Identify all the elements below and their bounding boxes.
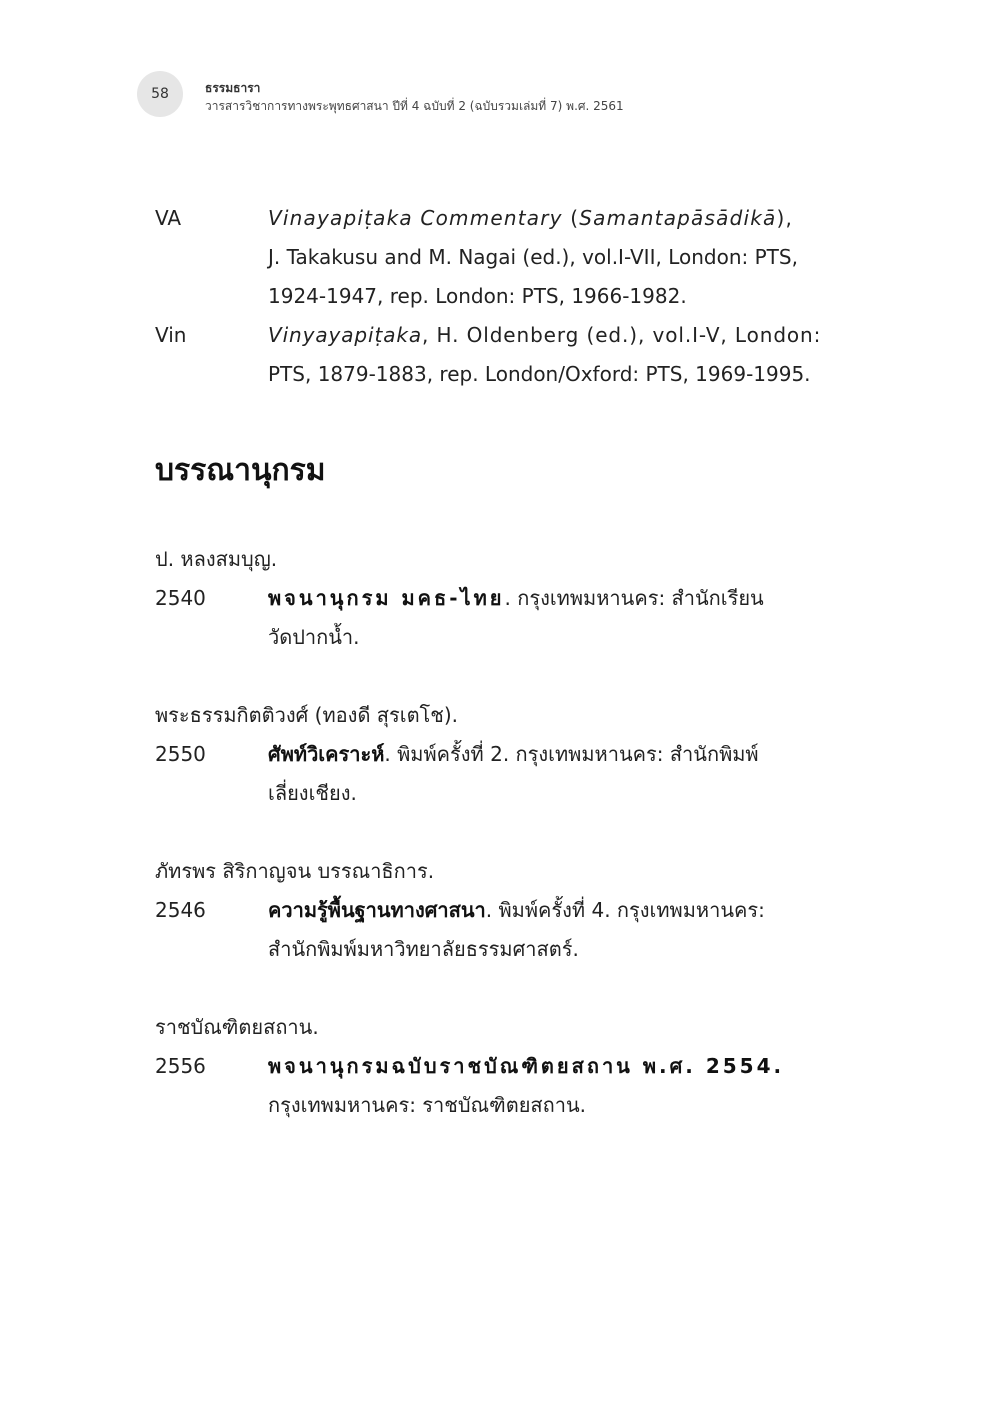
bib-line-2: เลี่ยงเชียง. — [268, 781, 357, 805]
bib-year: 2550 — [155, 742, 206, 766]
abbreviation-line-3: 1924-1947, rep. London: PTS, 1966-1982. — [268, 284, 687, 308]
bib-entry — [155, 735, 820, 813]
bib-body — [268, 735, 820, 813]
work-subtitle: Samantapāsādikā — [579, 206, 777, 230]
abbreviation-line-2: PTS, 1879-1883, rep. London/Oxford: PTS, 1969-1995. — [268, 362, 811, 386]
bib-body — [268, 579, 820, 657]
abbreviation-body — [268, 316, 820, 394]
bib-line-2: กรุงเทพมหานคร: ราชบัณฑิตยสถาน. — [268, 1093, 586, 1117]
page-number: 58 — [151, 86, 169, 102]
bib-year: 2546 — [155, 898, 206, 922]
journal-subtitle: วารสารวิชาการทางพระพุทธศาสนา ปีที่ 4 ฉบับที่ 2 (ฉบับรวมเล่มที่ 7) พ.ศ. 2561 — [205, 99, 624, 113]
work-details: , H. Oldenberg (ed.), vol.I-V, London: — [422, 323, 822, 347]
abbreviation-key: VA — [155, 206, 182, 230]
bib-book-title: พจนานุกรม มคธ-ไทย — [268, 586, 505, 610]
paren-close: ), — [776, 206, 794, 230]
abbreviation-line-1 — [268, 199, 820, 238]
abbreviation-line-2: J. Takakusu and M. Nagai (ed.), vol.I-VII, London: PTS, — [268, 245, 798, 269]
bib-book-title: ความรู้พื้นฐานทางศาสนา — [268, 898, 486, 922]
abbreviation-key: Vin — [155, 323, 187, 347]
bib-publisher: . กรุงเทพมหานคร: สำนักเรียน — [504, 586, 764, 610]
bib-year: 2556 — [155, 1054, 206, 1078]
bib-line-1 — [268, 735, 820, 774]
work-title: Vinyayapiṭaka — [268, 323, 422, 347]
bib-line-2: สำนักพิมพ์มหาวิทยาลัยธรรมศาสตร์. — [268, 937, 579, 961]
bib-author: ภัทรพร สิริกาญจน บรรณาธิการ. — [155, 859, 435, 883]
bib-line-1 — [268, 579, 820, 618]
bib-entry — [155, 891, 820, 969]
bib-book-title: พจนานุกรมฉบับราชบัณฑิตยสถาน พ.ศ. 2554. — [268, 1054, 785, 1078]
paren-open: ( — [562, 206, 580, 230]
bib-line-2: วัดปากน้ำ. — [268, 625, 360, 649]
page-number-badge — [137, 71, 183, 117]
bibliography-heading: บรรณานุกรม — [155, 453, 326, 488]
bib-publisher: . พิมพ์ครั้งที่ 2. กรุงเทพมหานคร: สำนักพิมพ์ — [384, 742, 759, 766]
bib-body — [268, 1047, 820, 1125]
bib-author: ป. หลงสมบุญ. — [155, 547, 278, 571]
bib-line-1 — [268, 1047, 820, 1086]
bib-author: พระธรรมกิตติวงศ์ (ทองดี สุรเตโช). — [155, 703, 459, 727]
abbreviation-entry-vin — [155, 316, 820, 394]
journal-name: ธรรมธารา — [205, 81, 261, 95]
bib-entry — [155, 579, 820, 657]
bib-year: 2540 — [155, 586, 206, 610]
work-title: Vinayapiṭaka Commentary — [268, 206, 563, 230]
abbreviation-line-1 — [268, 316, 820, 355]
abbreviation-body — [268, 199, 820, 316]
bib-body — [268, 891, 820, 969]
bib-publisher: . พิมพ์ครั้งที่ 4. กรุงเทพมหานคร: — [485, 898, 765, 922]
abbreviation-entry-va — [155, 199, 820, 316]
bib-book-title: ศัพท์วิเคราะห์ — [268, 742, 385, 766]
bib-line-1 — [268, 891, 820, 930]
bib-author: ราชบัณฑิตยสถาน. — [155, 1015, 319, 1039]
bib-entry — [155, 1047, 820, 1125]
